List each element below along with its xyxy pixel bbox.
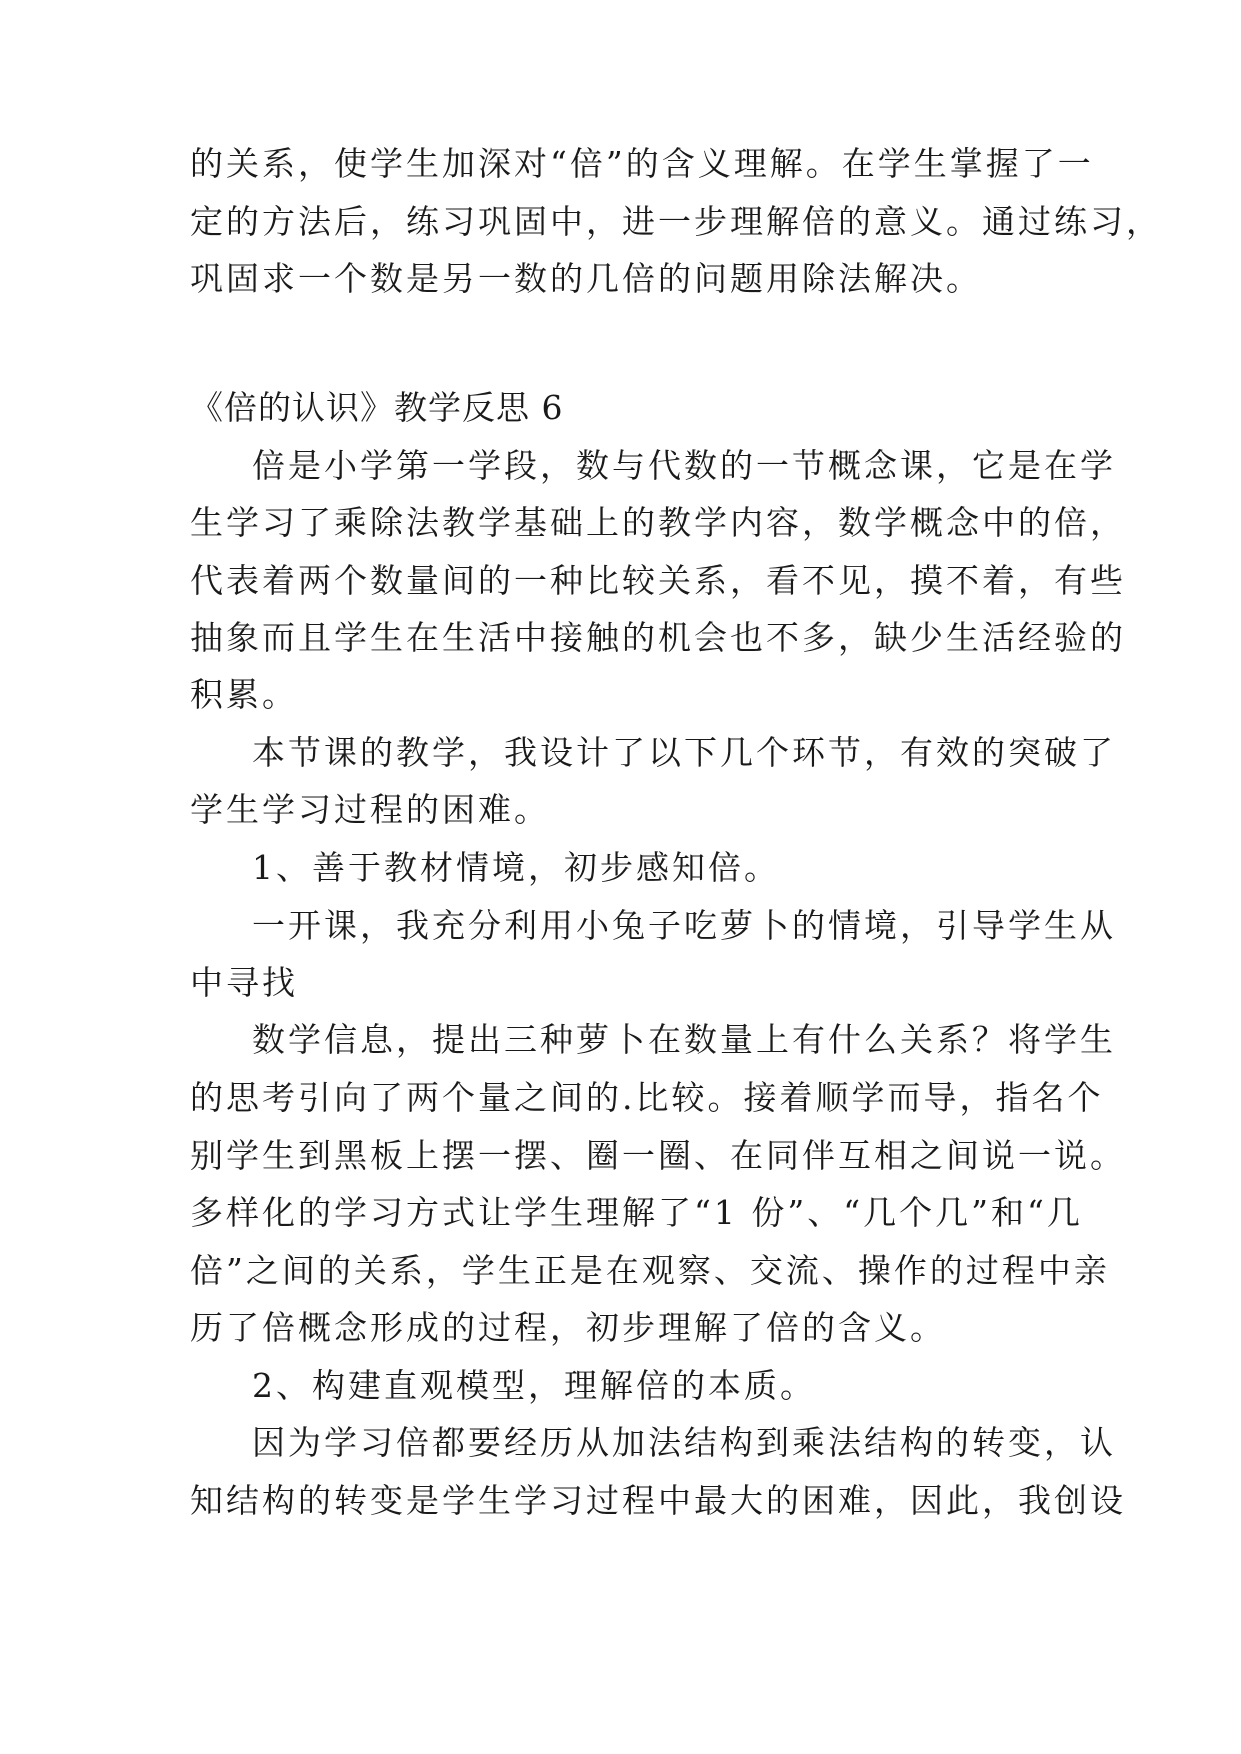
paragraph-line: 多样化的学习方式让学生理解了“1 份”、“几个几”和“几 <box>190 1193 1083 1232</box>
intro-line: 巩固求一个数是另一数的几倍的问题用除法解决。 <box>190 259 982 298</box>
paragraph-line: 抽象而且学生在生活中接触的机会也不多，缺少生活经验的 <box>190 618 1126 657</box>
paragraph-line: 积累。 <box>190 675 298 714</box>
paragraph-line: 知结构的转变是学生学习过程中最大的困难，因此，我创设 <box>190 1481 1126 1520</box>
paragraph-line: 一开课，我充分利用小兔子吃萝卜的情境，引导学生从 <box>252 906 1116 945</box>
paragraph-line: 倍”之间的关系，学生正是在观察、交流、操作的过程中亲 <box>190 1251 1110 1290</box>
section-title: 《倍的认识》教学反思 6 <box>190 388 564 427</box>
point-heading: 2、构建直观模型，理解倍的本质。 <box>252 1366 816 1405</box>
intro-line: 的关系，使学生加深对“倍”的含义理解。在学生掌握了一 <box>190 144 1094 183</box>
paragraph-line: 倍是小学第一学段，数与代数的一节概念课，它是在学 <box>252 446 1116 485</box>
paragraph-line: 学生学习过程的困难。 <box>190 790 550 829</box>
paragraph-line: 本节课的教学，我设计了以下几个环节，有效的突破了 <box>252 733 1116 772</box>
paragraph-line: 生学习了乘除法教学基础上的教学内容，数学概念中的倍， <box>190 503 1126 542</box>
paragraph-line: 中寻找 <box>190 963 298 1002</box>
paragraph-line: 别学生到黑板上摆一摆、圈一圈、在同伴互相之间说一说。 <box>190 1136 1126 1175</box>
paragraph-line: 的思考引向了两个量之间的.比较。接着顺学而导，指名个 <box>190 1078 1104 1117</box>
paragraph-line: 历了倍概念形成的过程，初步理解了倍的含义。 <box>190 1308 946 1347</box>
paragraph-line: 代表着两个数量间的一种比较关系，看不见，摸不着，有些 <box>190 561 1126 600</box>
intro-line: 定的方法后，练习巩固中，进一步理解倍的意义。通过练习， <box>190 202 1162 241</box>
point-heading: 1、善于教材情境，初步感知倍。 <box>252 848 780 887</box>
paragraph-line: 数学信息，提出三种萝卜在数量上有什么关系？将学生 <box>252 1020 1116 1059</box>
paragraph-line: 因为学习倍都要经历从加法结构到乘法结构的转变，认 <box>252 1423 1116 1462</box>
